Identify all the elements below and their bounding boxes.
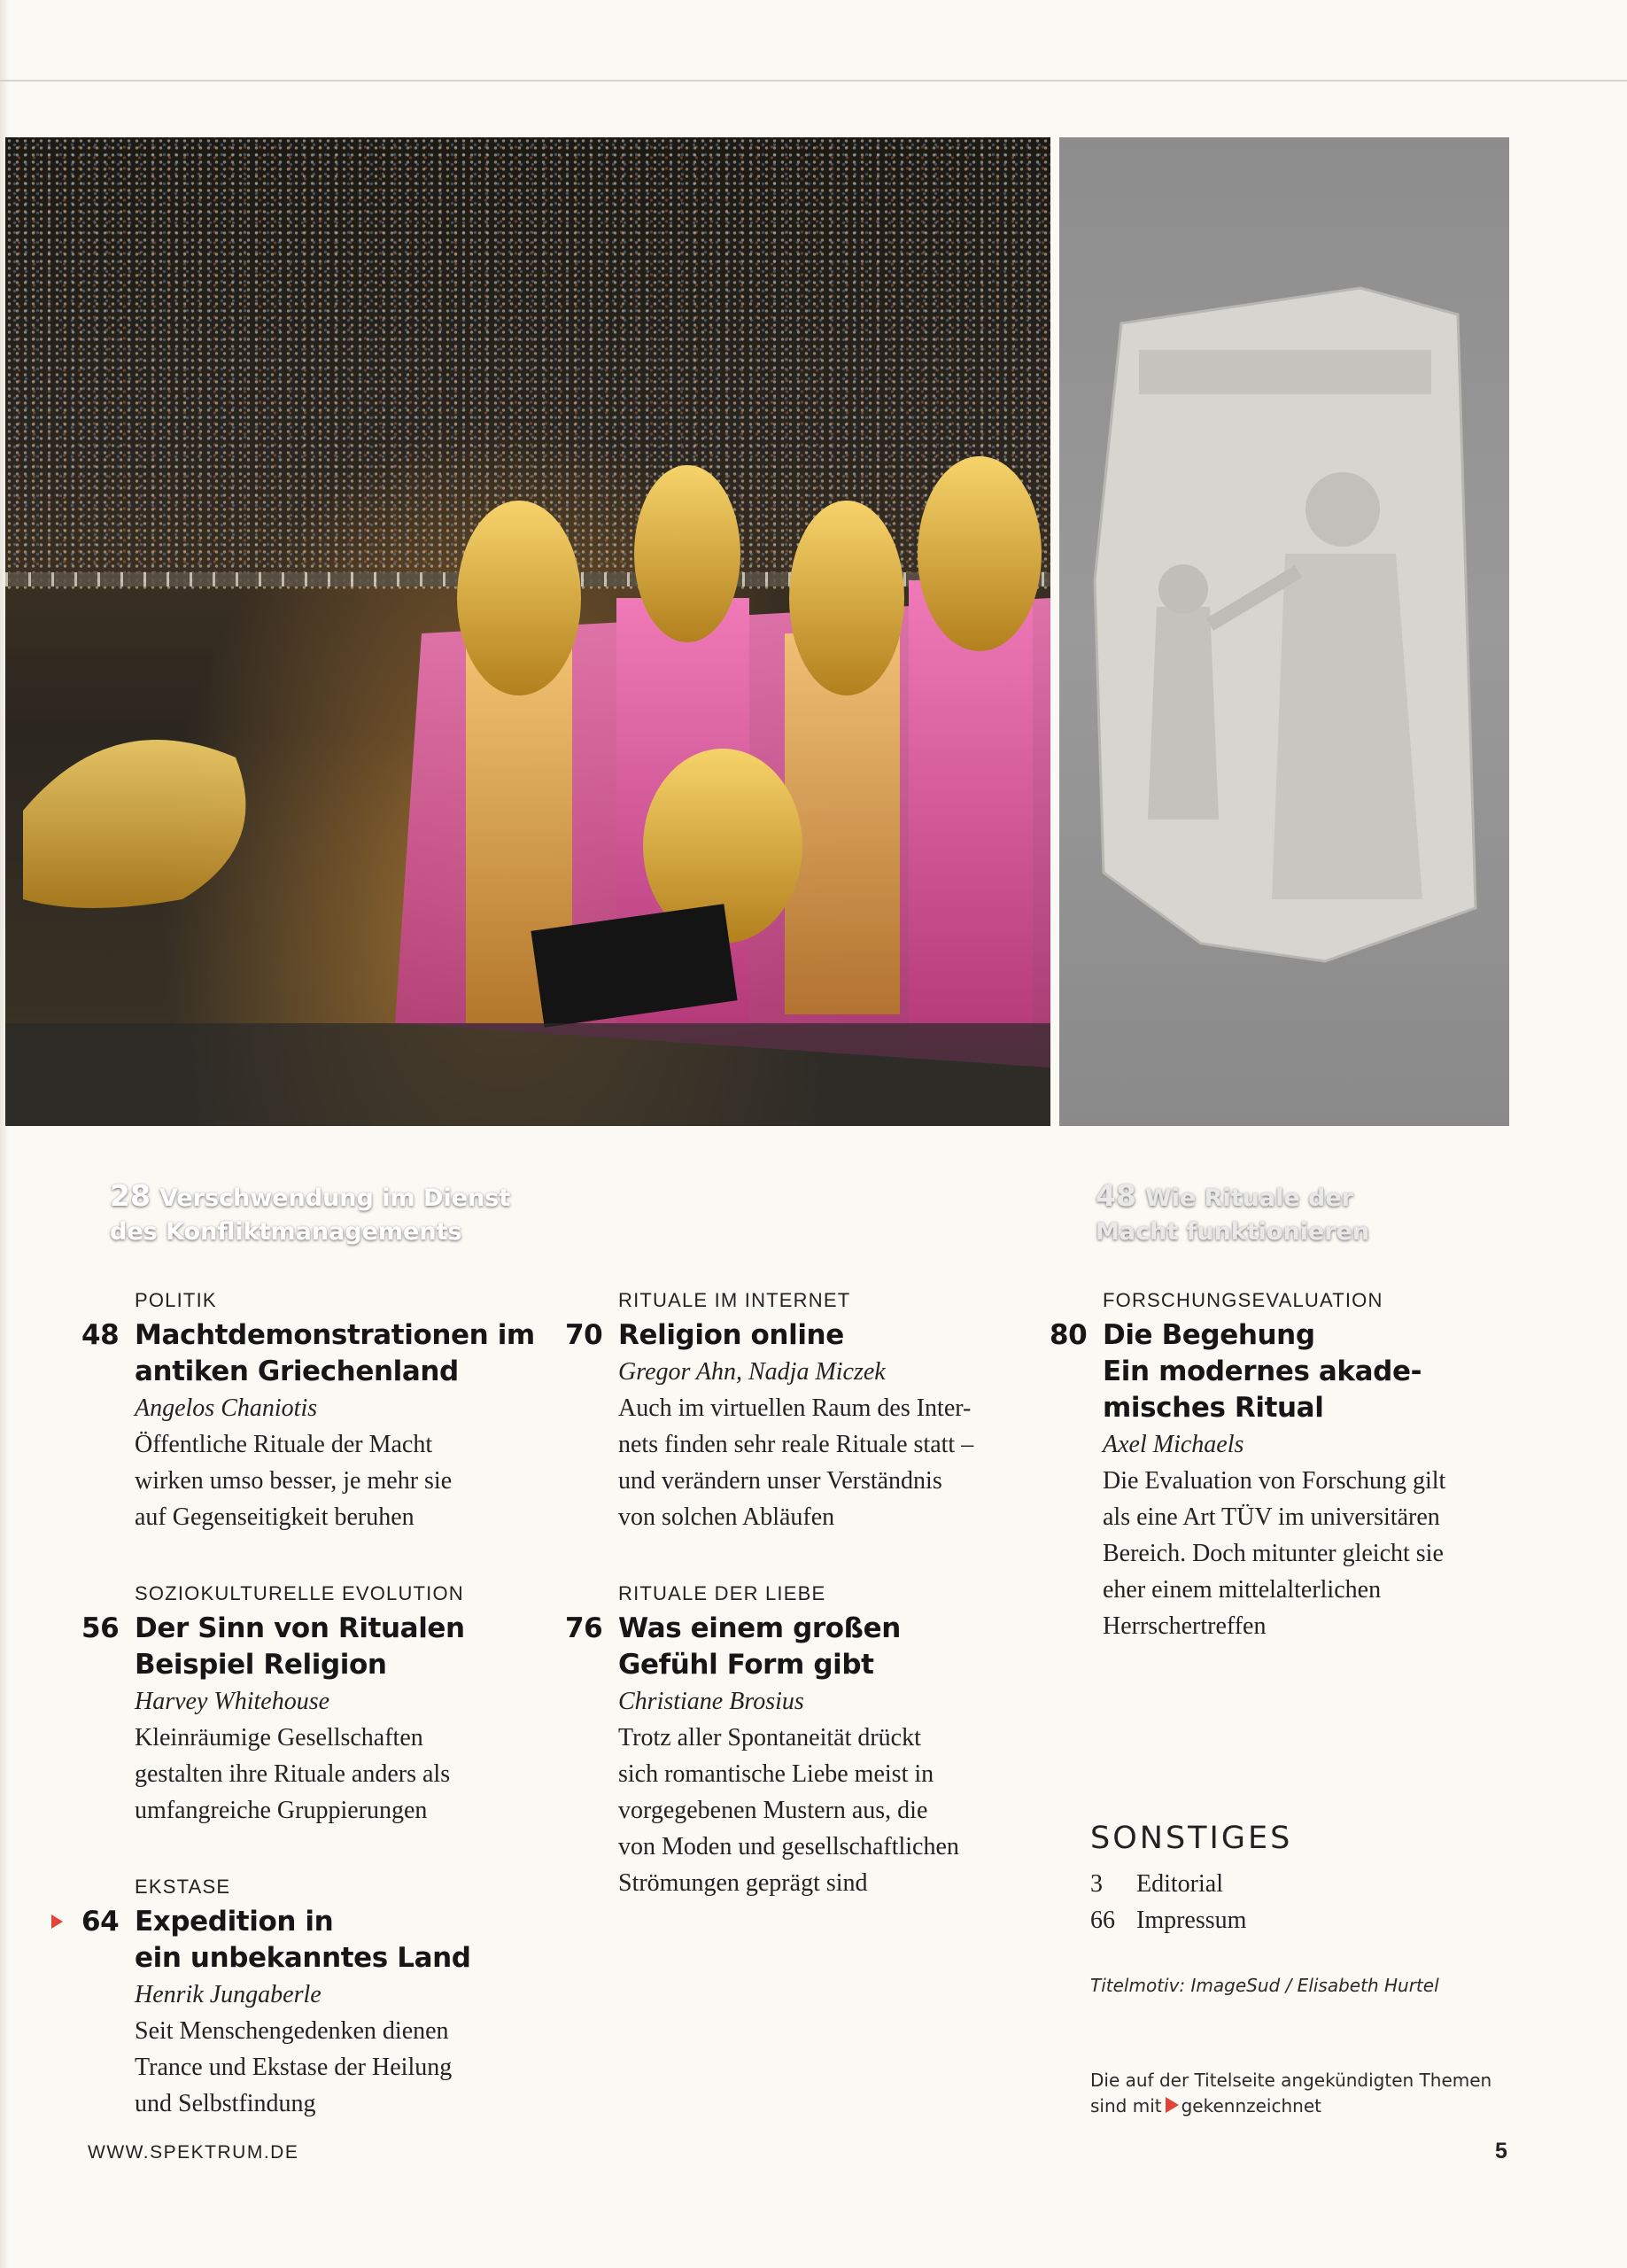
misc-item-impressum[interactable] [1090, 1902, 1533, 1938]
entry-description-line: umfangreiche Gruppierungen [135, 1797, 428, 1824]
carnival-photo [5, 137, 1050, 1246]
entry-title-line: Was einem großen [618, 1612, 901, 1644]
contents-column-3 [1050, 1289, 1510, 1644]
cover-topics-note [1090, 2068, 1491, 2119]
relief-stone-graphic [1095, 288, 1476, 961]
entry-description-line: Herrschertreffen [1103, 1612, 1267, 1640]
entry-category: POLITIK [135, 1289, 217, 1311]
entry-title[interactable] [565, 1317, 1026, 1354]
entry-author: Christiane Brosius [618, 1688, 804, 1715]
cover-topic-marker-icon [51, 1915, 63, 1929]
entry-page-number: 64 [81, 1906, 120, 1938]
entry-title-line: Expedition in [135, 1906, 334, 1938]
caption-page-number: 48 [1096, 1178, 1136, 1213]
entry-title-line: Beispiel Religion [135, 1649, 387, 1681]
entry-description-line: sich romantische Liebe meist in [618, 1760, 934, 1788]
photo-caption-left [110, 1179, 510, 1249]
entry-category: EKSTASE [135, 1876, 231, 1898]
entry-author: Axel Michaels [1103, 1431, 1244, 1458]
entry-author: Henrik Jungaberle [135, 1981, 322, 2008]
entry-page-number: 76 [565, 1612, 603, 1644]
contents-column-2 [565, 1289, 1026, 1901]
cover-credit: Titelmotiv: ImageSud / Elisabeth Hurtel [1090, 1975, 1439, 1996]
entry-page-number: 80 [1050, 1319, 1088, 1351]
entry-title-line: Gefühl Form gibt [618, 1649, 874, 1681]
footer-page-number: 5 [1495, 2139, 1507, 2163]
toc-entry[interactable] [81, 1289, 542, 1535]
entry-title[interactable] [1050, 1317, 1510, 1426]
entry-title-line: Die Begehung [1103, 1319, 1315, 1351]
entry-title-line: Machtdemonstrationen im [135, 1319, 535, 1351]
entry-description-line: als eine Art TÜV im universitären [1103, 1503, 1440, 1531]
caption-line: Wie Rituale der [1144, 1184, 1354, 1212]
entry-description-line: gestalten ihre Rituale anders als [135, 1760, 451, 1788]
entry-description-line: Bereich. Doch mitunter gleicht sie [1103, 1540, 1444, 1567]
entry-description-line: auf Gegenseitigkeit beruhen [135, 1503, 414, 1531]
entry-title-line: ein unbekanntes Land [135, 1942, 471, 1974]
entry-category: RITUALE IM INTERNET [618, 1289, 851, 1311]
entry-description-line: Die Evaluation von Forschung gilt [1103, 1467, 1446, 1495]
misc-section [1090, 1818, 1533, 1938]
misc-item-label: Impressum [1136, 1907, 1247, 1934]
entry-description-line: und verändern unser Verständnis [618, 1467, 942, 1495]
contents-column-1 [81, 1289, 542, 2122]
entry-description-line: Trance und Ekstase der Heilung [135, 2054, 453, 2081]
note-line-start: sind mit [1090, 2095, 1162, 2117]
entry-description-line: eher einem mittelalterlichen [1103, 1576, 1382, 1604]
caption-line: des Konfliktmanagements [110, 1218, 462, 1246]
entry-description-line: Kleinräumige Gesellschaften [135, 1724, 423, 1751]
entry-description-line: Trotz aller Spontaneität drückt [618, 1724, 921, 1751]
entry-title[interactable] [81, 1904, 542, 1977]
relief-photo [1059, 137, 1509, 1246]
entry-author: Angelos Chaniotis [135, 1394, 318, 1422]
entry-description-line: Seit Menschengedenken dienen [135, 2017, 449, 2045]
entry-description-line: nets finden sehr reale Rituale statt – [618, 1431, 974, 1458]
toc-entry[interactable] [565, 1289, 1026, 1535]
misc-item-page: 66 [1090, 1907, 1115, 1934]
entry-title-line: misches Ritual [1103, 1392, 1324, 1424]
entry-author: Harvey Whitehouse [135, 1688, 330, 1715]
entry-description-line: von solchen Abläufen [618, 1503, 835, 1531]
entry-title[interactable] [81, 1611, 542, 1683]
entry-title[interactable] [81, 1317, 542, 1390]
entry-description-line: von Moden und gesellschaftlichen [618, 1833, 959, 1860]
entry-title-line: antiken Griechenland [135, 1355, 459, 1387]
entry-description-line: Auch im virtuellen Raum des Inter- [618, 1394, 972, 1422]
entry-category: FORSCHUNGSEVALUATION [1103, 1289, 1383, 1311]
note-line-end: gekennzeichnet [1181, 2095, 1321, 2117]
note-line: Die auf der Titelseite angekündigten Themen [1090, 2070, 1492, 2091]
misc-item-label: Editorial [1136, 1870, 1223, 1898]
entry-title-line: Religion online [618, 1319, 844, 1351]
carnival-float-graphic [5, 137, 1050, 1126]
entry-title-line: Ein modernes akade- [1103, 1355, 1422, 1387]
entry-description-line: und Selbstfindung [135, 2090, 316, 2117]
misc-item-editorial[interactable] [1090, 1866, 1533, 1902]
caption-line: Verschwendung im Dienst [159, 1184, 511, 1212]
toc-entry[interactable] [1050, 1289, 1510, 1644]
entry-page-number: 56 [81, 1612, 120, 1644]
entry-description-line: vorgegebenen Mustern aus, die [618, 1797, 928, 1824]
entry-description-line: Öffentliche Rituale der Macht [135, 1431, 433, 1458]
entry-title[interactable] [565, 1611, 1026, 1683]
entry-title-line: Der Sinn von Ritualen [135, 1612, 465, 1644]
cover-topic-marker-icon [1166, 2097, 1179, 2113]
misc-heading: SONSTIGES [1090, 1821, 1293, 1856]
photo-caption-right [1096, 1179, 1369, 1249]
toc-entry[interactable] [81, 1582, 542, 1829]
caption-line: Macht funktionieren [1096, 1218, 1370, 1246]
entry-description-line: wirken umso besser, je mehr sie [135, 1467, 453, 1495]
caption-page-number: 28 [110, 1178, 151, 1213]
entry-category: SOZIOKULTURELLE EVOLUTION [135, 1582, 464, 1604]
toc-entry[interactable] [565, 1582, 1026, 1901]
footer-website[interactable]: WWW.SPEKTRUM.DE [88, 2142, 299, 2163]
entry-description-line: Strömungen geprägt sind [618, 1869, 868, 1897]
entry-author: Gregor Ahn, Nadja Miczek [618, 1358, 886, 1386]
entry-category: RITUALE DER LIEBE [618, 1582, 826, 1604]
entry-page-number: 48 [81, 1319, 120, 1351]
misc-item-page: 3 [1090, 1870, 1103, 1898]
toc-entry[interactable] [81, 1876, 542, 2122]
entry-page-number: 70 [565, 1319, 603, 1351]
top-rule [0, 80, 1627, 82]
